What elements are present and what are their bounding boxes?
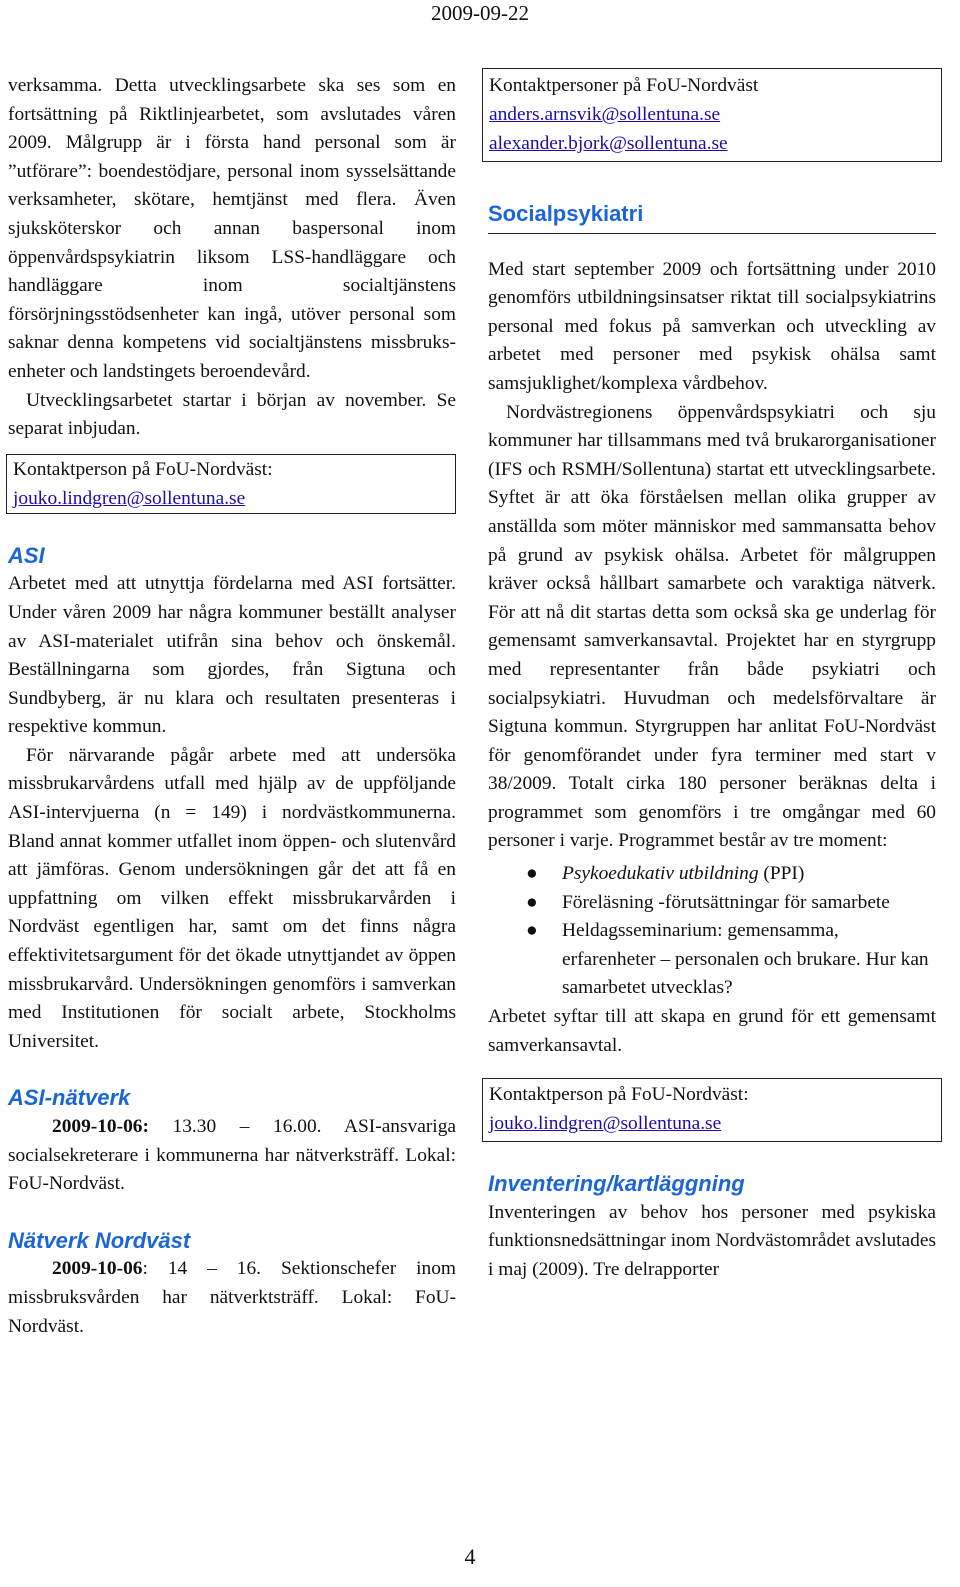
list-item: [488, 889, 936, 918]
inventering-paragraph: Inventeringen av behov hos personer med psykiska funktionsnedsättningar inom Nordvästområdet avslutades i maj (2009). Tre delrapporter: [488, 1201, 936, 1280]
asi-natverk-text: 13.30 – 16.00. ASI-ansvariga socialsekreterare i kommunerna har nätverksträff. Lokal: FoU-Nordväst.: [8, 1116, 456, 1195]
socialpsykiatri-paragraph-3: Arbetet syftar till att skapa en grund för ett gemensamt samverkansavtal.: [488, 1006, 936, 1056]
asi-natverk-paragraph: [8, 1113, 456, 1199]
intro-paragraph-2: Utvecklingsarbetet startar i början av november. Se separat inbjudan.: [8, 389, 456, 440]
left-column: [8, 72, 456, 1341]
contact-bottom-label: Kontaktperson på FoU-Nordväst:: [489, 1084, 749, 1106]
page-number: 4: [464, 1544, 476, 1569]
asi-natverk-date: 2009-10-06:: [52, 1116, 149, 1137]
contact-email-bjork[interactable]: alexander.bjork@sollentuna.se: [489, 133, 728, 154]
bullet-icon: ●: [526, 920, 538, 942]
contact-top-label: Kontaktpersoner på FoU-Nordväst: [489, 75, 759, 96]
asi-paragraph-2: För närvarande pågår arbete med att undersöka missbrukarvårdens utfall med hjälp av de uppföljande ASI-intervjuerna (n = 149) i nordvästkommunerna. Bland annat kommer utfallet inom öppen- och slutenvård att jämföras. Genom undersökningen går det att få en uppfattning om vilken effekt missbrukarvården i Nordväst egentligen har, samt om det finns några effektivitetsargument för det ökade utnyttjandet av öppen missbrukarvård. Undersökningen genomförs i samverkan med Institutionen för socialt arbete, Stockholms Universitet.: [8, 744, 456, 1052]
natverk-nordvast-date: 2009-10-06: [52, 1258, 143, 1280]
contact-email-arnsvik[interactable]: anders.arnsvik@sollentuna.se: [489, 104, 721, 125]
moment-list: [488, 860, 936, 1003]
contact-bottom-email-link[interactable]: jouko.lindgren@sollentuna.se: [489, 1113, 722, 1135]
bullet3-text: Heldagsseminarium: gemensamma, erfarenheter – personalen och brukare. Hur kan samarbetet utvecklas?: [562, 920, 929, 999]
list-item: [488, 860, 936, 889]
asi-paragraph-1: Arbetet med att utnyttja fördelarna med ASI fortsätter. Under våren 2009 har några kommuner beställt analyser av ASI-materialet utifrån sina behov och önskemål. Beställningarna som gjordes, från Sigtuna och Sundbyberg, är nu klara och resultaten presenteras i respektive kommun.: [8, 573, 456, 738]
page-date: 2009-09-22: [431, 1, 529, 25]
contact-box-bottom: [482, 1078, 942, 1142]
natverk-nordvast-paragraph: [8, 1255, 456, 1341]
contact-email-link[interactable]: jouko.lindgren@sollentuna.se: [13, 487, 246, 509]
bullet2-text: Föreläsning -förutsättningar för samarbete: [562, 891, 890, 913]
asi-natverk-heading: ASI-nätverk: [8, 1085, 131, 1111]
bullet1-rest: (PPI): [758, 863, 805, 885]
socialpsykiatri-paragraph-1: Med start september 2009 och fortsättning under 2010 genomförs utbildningsinsatser riktat till socialpsykiatrins personal med fokus på samverkan och utveckling av arbetet med personer med psykisk ohälsa samt samsjuklighet/komplexa vårdbehov.: [488, 258, 936, 394]
bullet-icon: ●: [526, 863, 538, 885]
right-column: [488, 72, 936, 1285]
contact-label: Kontaktperson på FoU-Nordväst:: [13, 458, 273, 480]
list-item: [488, 917, 936, 1003]
contact-box-top: [482, 68, 942, 162]
bullet-icon: ●: [526, 891, 538, 913]
socialpsykiatri-paragraph-2: Nordvästregionens öppenvårdspsykiatri och sju kommuner har tillsammans med två brukarorganisationer (IFS och RSMH/Sollentuna) startat ett utvecklingsarbete. Syftet är att öka förståelsen mellan olika grupper av anställda som möter människor med sammansatta behov på grund av psykisk ohälsa. Arbetet för målgruppen kräver också hållbart samarbete och varaktiga nätverk. För att nå dit startas detta som också ska ge underlag för gemensamt samverkansavtal. Projektet har en styrgrupp med representanter från både psykiatri och socialpsykiatri. Huvudman och medelsförvaltare är Sigtuna kommun. Styrgruppen har anlitat FoU-Nordväst för genomförandet under fyra terminer med start v 38/2009. Totalt cirka 180 personer beräknas delta i programmet som genomförs i tre omgångar med 60 personer i varje. Programmet består av tre moment:: [488, 401, 936, 852]
intro-paragraph: verksamma. Detta utvecklingsarbete ska ses som en fortsättning på Riktlinjearbetet, som avslutades våren 2009. Målgrupp är i första hand personal som är ”utförare”: boendestödjare, personal inom sysselsättande verksamheter, skötare, hemtjänst med flera. Även sjuksköterskor och annan baspersonal inom öppenvårdspsykiatrin liksom LSS-handläggare och handläggare inom socialtjänstens försörjningsstödsenheter kan ingå, utöver personal som saknar denna kompetens vid socialtjänstens missbruks-enheter och landstingets beroendevård.: [8, 75, 456, 382]
asi-heading: ASI: [8, 542, 45, 568]
natverk-nordvast-text: : 14 – 16. Sektionschefer inom missbruksvården har nätverktsträff. Lokal: FoU-Nordväst.: [8, 1258, 456, 1337]
natverk-nordvast-heading: Nätverk Nordväst: [8, 1227, 191, 1253]
inventering-heading: Inventering/kartläggning: [488, 1171, 745, 1197]
socialpsykiatri-heading: Socialpsykiatri: [488, 200, 936, 234]
contact-box-left: [6, 454, 456, 514]
bullet1-italic: Psykoedukativ utbildning: [562, 863, 759, 885]
